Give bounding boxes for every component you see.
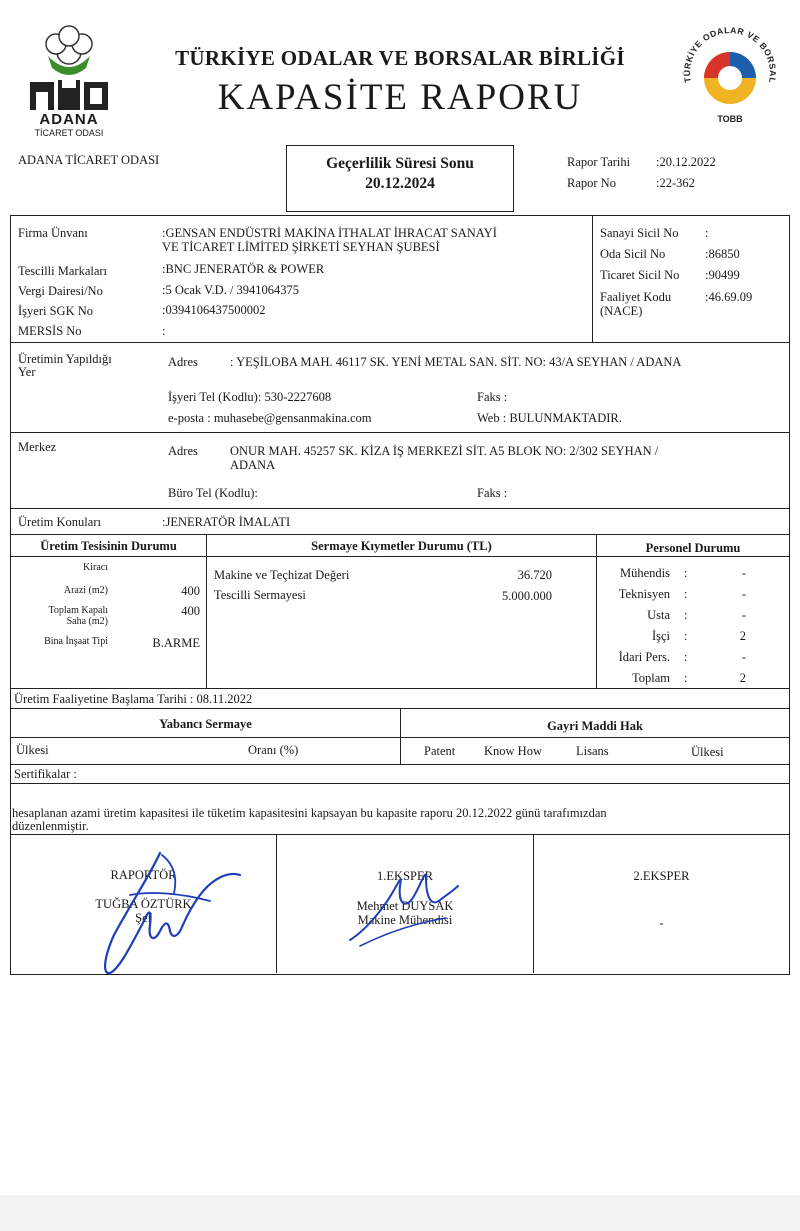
column-header-divider (11, 556, 789, 557)
reporter-title: RAPORTÖR (110, 868, 177, 882)
nace-label: (NACE) (600, 304, 643, 318)
sgk-label: İşyeri SGK No (18, 304, 93, 318)
firm-name-line2: VE TİCARET LİMİTED ŞİRKETİ SEYHAN ŞUBESİ (162, 240, 440, 254)
personnel-master-value: - (741, 608, 746, 622)
production-fax: Faks : (477, 390, 508, 404)
validity-date: 20.12.2024 (365, 175, 435, 192)
personnel-title: Personel Durumu (645, 541, 741, 555)
license-label: Lisans (576, 744, 609, 758)
ticaret-value: :90499 (705, 268, 740, 282)
section-divider (11, 783, 789, 784)
foreign-capital-title: Yabancı Sermaye (159, 717, 252, 731)
personnel-admin-sep: : (684, 650, 688, 664)
section-divider (11, 508, 789, 509)
certificates-label: Sertifikalar : (14, 767, 77, 781)
report-no-value: :22-362 (656, 176, 695, 190)
production-web: Web : BULUNMAKTADIR. (477, 411, 622, 425)
brands-value: :BNC JENERATÖR & POWER (162, 262, 325, 276)
reporter-signature (90, 835, 270, 985)
personnel-technician-sep: : (684, 587, 688, 601)
section-divider (11, 764, 789, 765)
machinery-value: 36.720 (517, 568, 552, 582)
personnel-engineer-sep: : (684, 566, 688, 580)
registered-capital-label: Tescilli Sermayesi (214, 588, 306, 602)
knowhow-label: Know How (484, 744, 542, 758)
section-divider (11, 342, 789, 343)
production-address-value: : YEŞİLOBA MAH. 46117 SK. YENİ METAL SAN. SİT. NO: 43/A SEYHAN / ADANA (230, 355, 682, 369)
personnel-worker-sep: : (684, 629, 688, 643)
oda-label: Oda Sicil No (600, 247, 666, 261)
foreign-ratio-label: Oranı (%) (248, 743, 299, 757)
personnel-technician-label: Teknisyen (618, 587, 670, 601)
registered-capital-value: 5.000.000 (502, 589, 552, 603)
production-topics-label: Üretim Konuları (18, 515, 101, 529)
firm-registry-divider (592, 216, 593, 342)
hq-phone: Büro Tel (Kodlu): (168, 486, 258, 500)
expert1-role: Makine Mühendisi (357, 913, 453, 927)
tobb-abbr: TOBB (717, 114, 743, 124)
intangible-title: Gayri Maddi Hak (547, 719, 643, 733)
closed-area-value: 400 (181, 604, 200, 618)
faaliyet-value: :46.69.09 (705, 290, 753, 304)
hq-fax: Faks : (477, 486, 508, 500)
statement-line2: düzenlenmiştir. (12, 819, 89, 833)
tobb-emblem-icon (675, 22, 785, 132)
ticaret-label: Ticaret Sicil No (600, 268, 680, 282)
expert1-signature (330, 860, 470, 955)
personnel-worker-label: İşçi (651, 629, 670, 643)
personnel-technician-value: - (741, 587, 746, 601)
section-divider (11, 432, 789, 433)
intangible-country-label: Ülkesi (691, 745, 724, 759)
report-no-label: Rapor No (567, 176, 616, 190)
expert1-name: Mehmet DUYSAK (356, 899, 454, 913)
report-date-value: :20.12.2022 (656, 155, 716, 169)
closed-area-label-1: Toplam Kapalı (48, 605, 108, 616)
signature-divider (533, 835, 534, 973)
building-type-label: Bina İnşaat Tipi (44, 636, 108, 647)
production-email: e-posta : muhasebe@gensanmakina.com (168, 411, 372, 425)
facility-title: Üretim Tesisinin Durumu (40, 539, 177, 553)
org-title: TÜRKİYE ODALAR VE BORSALAR BİRLİĞİ (175, 46, 625, 70)
production-address-label: Adres (168, 355, 198, 369)
hq-label: Merkez (18, 440, 57, 454)
faaliyet-label: Faaliyet Kodu (600, 290, 672, 304)
tobb-logo (675, 22, 785, 132)
production-site-label-1: Üretimin Yapıldığı (18, 352, 112, 366)
tax-label: Vergi Dairesi/No (18, 284, 103, 298)
start-date: Üretim Faaliyetine Başlama Tarihi : 08.11.2022 (14, 692, 253, 706)
patent-label: Patent (424, 744, 456, 758)
report-date-label: Rapor Tarihi (567, 155, 631, 169)
capital-title: Sermaye Kıymetler Durumu (TL) (311, 539, 492, 553)
land-value: 400 (181, 584, 200, 598)
personnel-total-label: Toplam (631, 671, 670, 685)
reporter-name: TUĞBA ÖZTÜRK (95, 897, 192, 911)
page-footer-shade (0, 1195, 800, 1231)
personnel-master-label: Usta (647, 608, 670, 622)
hq-address-line2: ADANA (230, 458, 276, 472)
firm-name-label: Firma Ünvanı (18, 226, 88, 240)
hq-address-label: Adres (168, 444, 198, 458)
machinery-label: Makine ve Teçhizat Değeri (214, 568, 350, 582)
reporter-role: Şef (135, 911, 152, 925)
oda-value: :86850 (705, 247, 740, 261)
section-divider (11, 534, 789, 535)
tax-value: :5 Ocak V.D. / 3941064375 (162, 283, 300, 297)
expert1-title: 1.EKSPER (377, 869, 433, 883)
tobb-ring-text: TÜRKİYE ODALAR VE BORSAL (681, 24, 779, 85)
doc-title: KAPASİTE RAPORU (217, 77, 583, 118)
column-divider (206, 535, 207, 688)
personnel-engineer-label: Mühendis (620, 566, 670, 580)
personnel-total-value: 2 (739, 671, 746, 685)
sgk-value: :0394106437500002 (162, 303, 266, 317)
production-topics-value: :JENERATÖR İMALATI (162, 515, 291, 529)
foreign-country-label: Ülkesi (16, 743, 49, 757)
left-logo-subtitle: TİCARET ODASI (34, 128, 104, 138)
mersis-label: MERSİS No (18, 324, 82, 338)
closed-area-label-2: Saha (m2) (66, 616, 108, 627)
left-logo-name: ADANA (39, 111, 99, 128)
land-label: Arazi (m2) (63, 585, 108, 596)
firm-name-line1: :GENSAN ENDÜSTRİ MAKİNA İTHALAT İHRACAT SANAYİ (162, 226, 497, 240)
expert2-dash: - (659, 916, 664, 930)
hq-address-line1: ONUR MAH. 45257 SK. KİZA İŞ MERKEZİ SİT. A5 BLOK NO: 2/302 SEYHAN / (230, 444, 659, 458)
expert2-title: 2.EKSPER (633, 869, 690, 883)
personnel-admin-label: İdari Pers. (618, 650, 670, 664)
sanayi-label: Sanayi Sicil No (600, 226, 679, 240)
personnel-total-sep: : (684, 671, 688, 685)
table-header-divider (11, 737, 789, 738)
brands-label: Tescilli Markaları (18, 264, 108, 278)
tenant-label: Kiracı (83, 562, 108, 573)
chamber-name: ADANA TİCARET ODASI (18, 153, 160, 167)
production-phone: İşyeri Tel (Kodlu): 530-2227608 (168, 390, 332, 404)
personnel-admin-value: - (741, 650, 746, 664)
personnel-master-sep: : (684, 608, 688, 622)
personnel-engineer-value: - (741, 566, 746, 580)
section-divider (11, 688, 789, 689)
personnel-worker-value: 2 (739, 629, 746, 643)
mersis-value: : (162, 324, 166, 338)
production-site-label-2: Yer (18, 365, 36, 379)
validity-label: Geçerlilik Süresi Sonu (326, 155, 474, 172)
statement-line1: hesaplanan azami üretim kapasitesi ile tüketim kapasitesini kapsayan bu kapasite raporu 20.12.2022 günü tarafımızdan (12, 806, 607, 820)
building-type-value: B.ARME (152, 636, 200, 650)
sanayi-value: : (705, 226, 709, 240)
adana-chamber-logo (16, 22, 122, 140)
column-divider (596, 535, 597, 688)
